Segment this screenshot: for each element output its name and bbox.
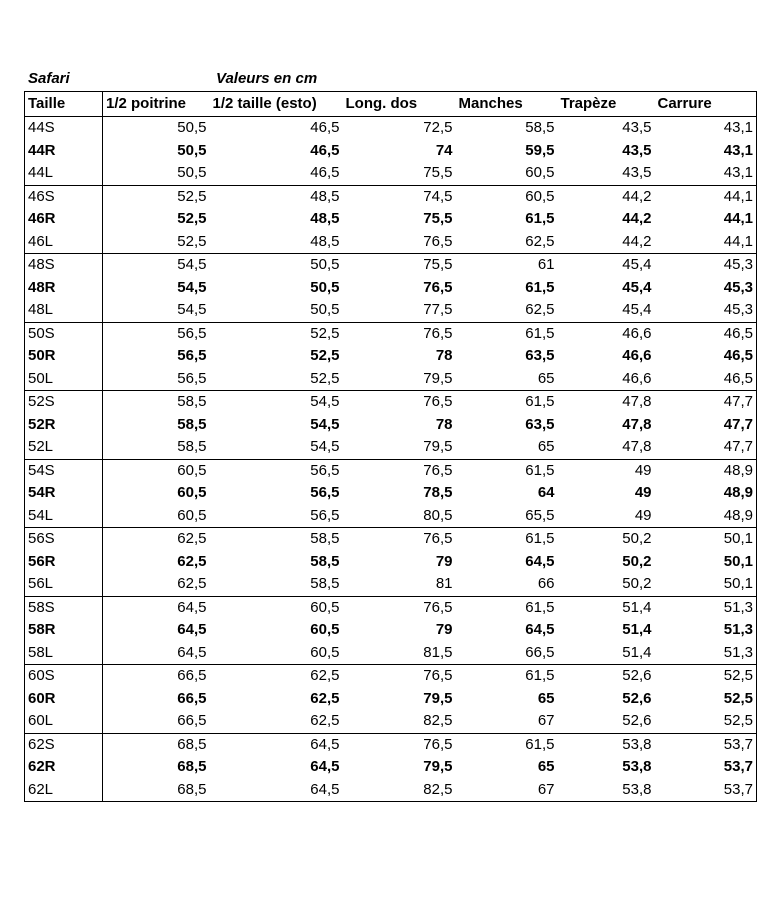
- column-header: 1/2 poitrine: [103, 92, 210, 117]
- measurement-cell: 75,5: [343, 254, 456, 277]
- measurement-cell: 50,5: [310, 278, 340, 296]
- measurement-cell: 45,4: [558, 254, 655, 277]
- measurement-cell: 74,5: [343, 185, 456, 208]
- table-row: [25, 482, 757, 505]
- measurement-cell: 61,5: [456, 322, 558, 345]
- measurement-cell: 61,5: [525, 210, 555, 228]
- measurement-cell: 58,5: [310, 552, 340, 570]
- table-row: [25, 596, 757, 619]
- size-cell: 62R: [25, 756, 103, 779]
- measurement-cell: 47,8: [558, 391, 655, 414]
- size-cell: 46L: [25, 231, 103, 254]
- measurement-cell: 54,5: [310, 415, 340, 433]
- measurement-cell: 48,9: [655, 459, 757, 482]
- measurement-cell: 46,5: [210, 117, 343, 140]
- measurement-cell: 53,8: [558, 733, 655, 756]
- table-row: [25, 208, 757, 231]
- size-cell: 60R: [25, 688, 103, 711]
- table-row: [25, 140, 757, 163]
- measurement-cell: 56,5: [310, 506, 340, 524]
- measurement-cell: 56,5: [177, 347, 207, 365]
- measurement-cell: 59,5: [525, 141, 555, 159]
- measurement-cell: 56,5: [210, 459, 343, 482]
- measurement-cell: 53,7: [655, 733, 757, 756]
- measurement-cell: 61,5: [456, 596, 558, 619]
- table-row: [25, 117, 757, 140]
- measurement-cell: 58,5: [210, 528, 343, 551]
- measurement-cell: 46,5: [723, 369, 753, 387]
- measurement-cell: 56,5: [310, 484, 340, 502]
- measurement-cell: 48,5: [210, 185, 343, 208]
- measurement-cell: 47,8: [622, 438, 652, 456]
- measurement-cell: 54,5: [177, 301, 207, 319]
- table-row: [25, 254, 757, 277]
- measurement-cell: 68,5: [177, 780, 207, 798]
- size-cell: 62L: [25, 779, 103, 802]
- measurement-cell: 52,6: [558, 665, 655, 688]
- table-row: [25, 162, 757, 185]
- measurement-cell: 47,7: [723, 438, 753, 456]
- table-caption-units: Valeurs en cm: [216, 70, 318, 87]
- measurement-cell: 62,5: [525, 232, 555, 250]
- table-row: [25, 231, 757, 254]
- measurement-cell: 79: [435, 552, 453, 570]
- measurement-cell: 76,5: [343, 322, 456, 345]
- measurement-cell: 60,5: [177, 506, 207, 524]
- table-row: [25, 733, 757, 756]
- measurement-cell: 44,1: [655, 185, 757, 208]
- measurement-cell: 51,4: [558, 596, 655, 619]
- table-row: [25, 414, 757, 437]
- measurement-cell: 52,5: [103, 185, 210, 208]
- measurement-cell: 64: [537, 484, 555, 502]
- measurement-cell: 61,5: [456, 665, 558, 688]
- measurement-cell: 45,3: [723, 301, 753, 319]
- table-row: [25, 619, 757, 642]
- measurement-cell: 65: [537, 758, 555, 776]
- measurement-cell: 43,5: [622, 141, 652, 159]
- measurement-cell: 62,5: [210, 665, 343, 688]
- measurement-cell: 64,5: [177, 643, 207, 661]
- measurement-cell: 64,5: [310, 780, 340, 798]
- measurement-cell: 79: [435, 621, 453, 639]
- measurement-cell: 64,5: [525, 621, 555, 639]
- measurement-cell: 48,9: [723, 484, 753, 502]
- measurement-cell: 53,8: [622, 780, 652, 798]
- measurement-cell: 79,5: [423, 689, 453, 707]
- size-cell: 56R: [25, 551, 103, 574]
- measurement-cell: 52,5: [655, 665, 757, 688]
- size-chart-table: [24, 91, 757, 802]
- table-row: [25, 436, 757, 459]
- table-row: [25, 345, 757, 368]
- table-row: [25, 756, 757, 779]
- measurement-cell: 65: [537, 369, 555, 387]
- column-header: Taille: [25, 92, 103, 117]
- table-row: [25, 322, 757, 345]
- table-row: [25, 299, 757, 322]
- measurement-cell: 60,5: [310, 643, 340, 661]
- measurement-cell: 76,5: [343, 459, 456, 482]
- size-cell: 56S: [25, 528, 103, 551]
- measurement-cell: 64,5: [210, 733, 343, 756]
- measurement-cell: 52,5: [310, 369, 340, 387]
- table-row: [25, 277, 757, 300]
- measurement-cell: 68,5: [103, 733, 210, 756]
- measurement-cell: 60,5: [103, 459, 210, 482]
- table-row: [25, 391, 757, 414]
- header-row: [25, 92, 757, 117]
- size-cell: 58L: [25, 642, 103, 665]
- measurement-cell: 61,5: [525, 278, 555, 296]
- measurement-cell: 75,5: [423, 210, 453, 228]
- measurement-cell: 50,2: [622, 575, 652, 593]
- column-header: 1/2 taille (esto): [210, 92, 343, 117]
- measurement-cell: 58,5: [310, 575, 340, 593]
- measurement-cell: 52,5: [310, 347, 340, 365]
- measurement-cell: 54,5: [310, 438, 340, 456]
- measurement-cell: 51,3: [723, 621, 753, 639]
- table-row: [25, 368, 757, 391]
- measurement-cell: 60,5: [525, 164, 555, 182]
- measurement-cell: 68,5: [177, 758, 207, 776]
- measurement-cell: 60,5: [177, 484, 207, 502]
- measurement-cell: 50,5: [103, 117, 210, 140]
- measurement-cell: 76,5: [343, 596, 456, 619]
- measurement-cell: 52,5: [723, 689, 753, 707]
- measurement-cell: 76,5: [423, 232, 453, 250]
- measurement-cell: 50,5: [177, 141, 207, 159]
- measurement-cell: 49: [634, 506, 652, 524]
- table-body: [25, 117, 757, 802]
- table-row: [25, 185, 757, 208]
- size-cell: 46S: [25, 185, 103, 208]
- measurement-cell: 45,4: [622, 301, 652, 319]
- measurement-cell: 62,5: [310, 689, 340, 707]
- measurement-cell: 76,5: [423, 278, 453, 296]
- measurement-cell: 46,6: [622, 369, 652, 387]
- measurement-cell: 65: [537, 689, 555, 707]
- size-cell: 54S: [25, 459, 103, 482]
- measurement-cell: 48,5: [310, 232, 340, 250]
- column-header: Long. dos: [343, 92, 456, 117]
- measurement-cell: 79,5: [423, 438, 453, 456]
- measurement-cell: 43,1: [723, 164, 753, 182]
- measurement-cell: 81,5: [423, 643, 453, 661]
- measurement-cell: 47,7: [723, 415, 753, 433]
- size-cell: 58R: [25, 619, 103, 642]
- measurement-cell: 49: [634, 484, 652, 502]
- measurement-cell: 49: [558, 459, 655, 482]
- measurement-cell: 52,6: [622, 712, 652, 730]
- measurement-cell: 51,3: [655, 596, 757, 619]
- column-header: Manches: [456, 92, 558, 117]
- column-header: Trapèze: [558, 92, 655, 117]
- measurement-cell: 64,5: [310, 758, 340, 776]
- measurement-cell: 61: [456, 254, 558, 277]
- measurement-cell: 53,7: [723, 758, 753, 776]
- table-row: [25, 665, 757, 688]
- measurement-cell: 45,4: [622, 278, 652, 296]
- size-cell: 44L: [25, 162, 103, 185]
- measurement-cell: 52,5: [210, 322, 343, 345]
- table-row: [25, 528, 757, 551]
- measurement-cell: 46,6: [558, 322, 655, 345]
- measurement-cell: 66,5: [177, 689, 207, 707]
- measurement-cell: 52,5: [177, 210, 207, 228]
- size-cell: 44S: [25, 117, 103, 140]
- size-cell: 48S: [25, 254, 103, 277]
- table-row: [25, 688, 757, 711]
- measurement-cell: 77,5: [423, 301, 453, 319]
- table-row: [25, 573, 757, 596]
- size-cell: 52L: [25, 436, 103, 459]
- measurement-cell: 58,5: [177, 438, 207, 456]
- measurement-cell: 58,5: [177, 415, 207, 433]
- measurement-cell: 52,5: [723, 712, 753, 730]
- measurement-cell: 44,1: [723, 232, 753, 250]
- measurement-cell: 67: [537, 780, 555, 798]
- measurement-cell: 46,5: [310, 164, 340, 182]
- measurement-cell: 63,5: [525, 347, 555, 365]
- size-cell: 60S: [25, 665, 103, 688]
- measurement-cell: 54,5: [103, 254, 210, 277]
- measurement-cell: 48,9: [723, 506, 753, 524]
- measurement-cell: 63,5: [525, 415, 555, 433]
- measurement-cell: 54,5: [210, 391, 343, 414]
- measurement-cell: 76,5: [343, 391, 456, 414]
- measurement-cell: 66,5: [103, 665, 210, 688]
- measurement-cell: 81: [435, 575, 453, 593]
- measurement-cell: 78,5: [423, 484, 453, 502]
- measurement-cell: 76,5: [343, 665, 456, 688]
- measurement-cell: 65: [537, 438, 555, 456]
- size-cell: 58S: [25, 596, 103, 619]
- measurement-cell: 43,1: [723, 141, 753, 159]
- measurement-cell: 61,5: [456, 459, 558, 482]
- measurement-cell: 67: [537, 712, 555, 730]
- size-cell: 50R: [25, 345, 103, 368]
- measurement-cell: 50,5: [210, 254, 343, 277]
- column-header: Carrure: [655, 92, 757, 117]
- measurement-cell: 66,5: [525, 643, 555, 661]
- measurement-cell: 66,5: [177, 712, 207, 730]
- size-cell: 50L: [25, 368, 103, 391]
- measurement-cell: 58,5: [456, 117, 558, 140]
- measurement-cell: 54,5: [177, 278, 207, 296]
- measurement-cell: 45,3: [723, 278, 753, 296]
- measurement-cell: 78: [435, 347, 453, 365]
- measurement-cell: 82,5: [423, 780, 453, 798]
- measurement-cell: 79,5: [423, 369, 453, 387]
- measurement-cell: 44,2: [558, 185, 655, 208]
- measurement-cell: 45,3: [655, 254, 757, 277]
- measurement-cell: 46,5: [655, 322, 757, 345]
- measurement-cell: 50,2: [622, 552, 652, 570]
- measurement-cell: 66: [537, 575, 555, 593]
- size-cell: 46R: [25, 208, 103, 231]
- measurement-cell: 60,5: [310, 621, 340, 639]
- measurement-cell: 79,5: [423, 758, 453, 776]
- measurement-cell: 51,4: [622, 643, 652, 661]
- size-cell: 56L: [25, 573, 103, 596]
- measurement-cell: 72,5: [343, 117, 456, 140]
- measurement-cell: 46,6: [622, 347, 652, 365]
- size-cell: 54R: [25, 482, 103, 505]
- measurement-cell: 62,5: [177, 575, 207, 593]
- measurement-cell: 50,1: [723, 552, 753, 570]
- size-cell: 50S: [25, 322, 103, 345]
- measurement-cell: 74: [435, 141, 453, 159]
- size-cell: 48L: [25, 299, 103, 322]
- size-cell: 48R: [25, 277, 103, 300]
- table-row: [25, 779, 757, 802]
- table-row: [25, 505, 757, 528]
- size-cell: 44R: [25, 140, 103, 163]
- measurement-cell: 76,5: [343, 528, 456, 551]
- measurement-cell: 58,5: [103, 391, 210, 414]
- measurement-cell: 43,1: [655, 117, 757, 140]
- measurement-cell: 75,5: [423, 164, 453, 182]
- size-cell: 52S: [25, 391, 103, 414]
- measurement-cell: 46,5: [310, 141, 340, 159]
- measurement-cell: 44,2: [622, 232, 652, 250]
- measurement-cell: 82,5: [423, 712, 453, 730]
- table-row: [25, 459, 757, 482]
- measurement-cell: 64,5: [525, 552, 555, 570]
- table-row: [25, 710, 757, 733]
- table-caption-category: Safari: [28, 70, 70, 87]
- measurement-cell: 62,5: [310, 712, 340, 730]
- size-cell: 62S: [25, 733, 103, 756]
- measurement-cell: 60,5: [210, 596, 343, 619]
- measurement-cell: 61,5: [456, 528, 558, 551]
- measurement-cell: 50,1: [723, 575, 753, 593]
- measurement-cell: 48,5: [310, 210, 340, 228]
- measurement-cell: 50,2: [558, 528, 655, 551]
- measurement-cell: 52,6: [622, 689, 652, 707]
- measurement-cell: 47,8: [622, 415, 652, 433]
- measurement-cell: 51,3: [723, 643, 753, 661]
- measurement-cell: 78: [435, 415, 453, 433]
- measurement-cell: 44,2: [622, 210, 652, 228]
- size-cell: 52R: [25, 414, 103, 437]
- table-row: [25, 551, 757, 574]
- measurement-cell: 50,1: [655, 528, 757, 551]
- measurement-cell: 65,5: [525, 506, 555, 524]
- measurement-cell: 62,5: [103, 528, 210, 551]
- measurement-cell: 46,5: [723, 347, 753, 365]
- measurement-cell: 61,5: [456, 391, 558, 414]
- measurement-cell: 43,5: [622, 164, 652, 182]
- measurement-cell: 52,5: [177, 232, 207, 250]
- size-cell: 60L: [25, 710, 103, 733]
- measurement-cell: 62,5: [177, 552, 207, 570]
- measurement-cell: 43,5: [558, 117, 655, 140]
- measurement-cell: 50,5: [310, 301, 340, 319]
- measurement-cell: 51,4: [622, 621, 652, 639]
- measurement-cell: 53,8: [622, 758, 652, 776]
- measurement-cell: 53,7: [723, 780, 753, 798]
- size-cell: 54L: [25, 505, 103, 528]
- measurement-cell: 56,5: [103, 322, 210, 345]
- measurement-cell: 64,5: [103, 596, 210, 619]
- table-row: [25, 642, 757, 665]
- measurement-cell: 47,7: [655, 391, 757, 414]
- measurement-cell: 50,5: [177, 164, 207, 182]
- measurement-cell: 76,5: [343, 733, 456, 756]
- measurement-cell: 44,1: [723, 210, 753, 228]
- measurement-cell: 80,5: [423, 506, 453, 524]
- measurement-cell: 61,5: [456, 733, 558, 756]
- measurement-cell: 64,5: [177, 621, 207, 639]
- measurement-cell: 62,5: [525, 301, 555, 319]
- measurement-cell: 56,5: [177, 369, 207, 387]
- measurement-cell: 60,5: [456, 185, 558, 208]
